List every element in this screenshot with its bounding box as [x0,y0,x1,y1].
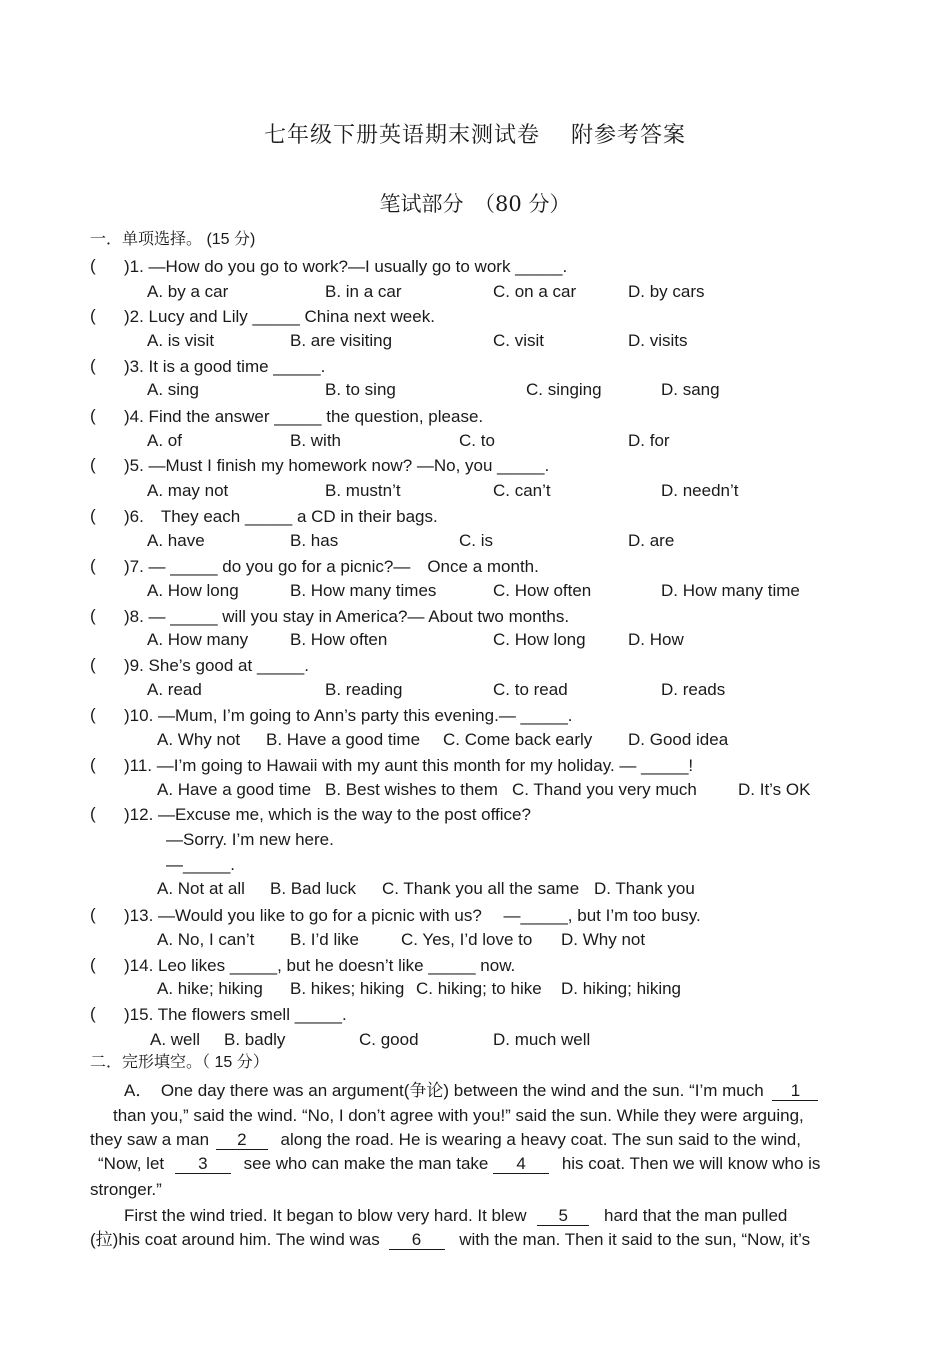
answer-paren: ( [90,804,96,823]
option-c: C. Thank you all the same [382,879,580,898]
option-a: A. No, I can’t [157,930,255,949]
option-a: A. How many [147,630,249,649]
answer-paren: ( [90,256,96,275]
passage-text: “Now, let [98,1154,165,1173]
option-b: B. to sing [325,380,396,399]
passage-line [124,1205,787,1227]
question-stem: )10. —Mum, I’m going to Ann’s party this evening.— _____. [124,706,573,725]
cloze-blank[interactable]: 2 [216,1131,268,1150]
option-a: A. may not [147,481,229,500]
option-c: C. good [359,1030,419,1049]
option-b: B. reading [325,680,403,699]
option-d: D. hiking; hiking [561,979,682,998]
option-d: D. How many time [661,581,800,600]
option-d: D. by cars [628,282,705,301]
option-d: D. reads [661,680,726,699]
option-c: C. How often [493,581,592,600]
passage-text: A． One day there was an argument(争论) between the wind and the sun. “I’m much [124,1081,764,1100]
passage-line: stronger.” [90,1180,162,1199]
option-a: A. by a car [147,282,229,301]
section2-heading: 二．完形填空。（ 15 分） [90,1054,269,1071]
option-c: C. Come back early [443,730,593,749]
option-a: A. of [147,431,182,450]
option-c: C. is [459,531,493,550]
option-a: A. is visit [147,331,215,350]
answer-paren: ( [90,506,96,525]
option-c: C. can’t [493,481,551,500]
passage-line [90,1229,810,1251]
option-a: A. sing [147,380,199,399]
option-a: A. Not at all [157,879,245,898]
question-stem: )2. Lucy and Lily _____ China next week. [124,307,435,326]
option-c: C. to read [493,680,568,699]
passage-text: they saw a man [90,1130,210,1149]
option-c: C. visit [493,331,544,350]
option-c: C. to [459,431,495,450]
cloze-blank[interactable]: 1 [772,1082,818,1101]
passage-text: hard that the man pulled [604,1206,788,1225]
option-b: B. I’d like [290,930,359,949]
passage-text: see who can make the man take [243,1154,489,1173]
passage-line [124,1080,818,1102]
option-b: B. badly [224,1030,286,1049]
option-a: A. How long [147,581,239,600]
question-stem: )15. The flowers smell _____. [124,1005,347,1024]
answer-paren: ( [90,455,96,474]
answer-paren: ( [90,356,96,375]
option-a: A. Have a good time [157,780,312,799]
cloze-blank[interactable]: 3 [175,1155,231,1174]
option-b: B. in a car [325,282,402,301]
option-d: D. It’s OK [738,780,811,799]
option-d: D. How [628,630,684,649]
section1-heading: 一．单项选择。 (15 分) [90,231,256,248]
option-c: C. Yes, I’d love to [401,930,533,949]
question-stem: )5. —Must I finish my homework now? —No, you _____. [124,456,550,475]
option-d: D. visits [628,331,688,350]
question-stem: )9. She’s good at _____. [124,656,309,675]
passage-text: with the man. Then it said to the sun, “Now, it’s [459,1230,811,1249]
answer-paren: ( [90,755,96,774]
answer-paren: ( [90,306,96,325]
cloze-blank[interactable]: 5 [537,1207,589,1226]
option-a: A. well [150,1030,201,1049]
question-stem: )6. They each _____ a CD in their bags. [124,507,438,526]
question-stem: )3. It is a good time _____. [124,357,326,376]
question-stem: )8. — _____ will you stay in America?— About two months. [124,607,570,626]
option-b: B. hikes; hiking [290,979,405,998]
passage-text: (拉)his coat around him. The wind was [90,1230,380,1249]
option-b: B. with [290,431,342,450]
answer-paren: ( [90,905,96,924]
option-b: B. How often [290,630,388,649]
option-a: A. Why not [157,730,241,749]
answer-paren: ( [90,606,96,625]
option-c: C. on a car [493,282,577,301]
option-b: B. Bad luck [270,879,356,898]
answer-paren: ( [90,955,96,974]
option-a: A. hike; hiking [157,979,263,998]
answer-paren: ( [90,655,96,674]
cloze-blank[interactable]: 6 [389,1231,445,1250]
option-d: D. Good idea [628,730,729,749]
cloze-blank[interactable]: 4 [493,1155,549,1174]
option-a: A. have [147,531,205,550]
option-d: D. much well [493,1030,591,1049]
option-b: B. mustn’t [325,481,401,500]
option-b: B. are visiting [290,331,393,350]
passage-text: First the wind tried. It began to blow very hard. It blew [124,1206,527,1225]
question-stem: )13. —Would you like to go for a picnic with us? —_____, but I’m too busy. [124,906,701,925]
option-c: C. singing [526,380,602,399]
passage-line: than you,” said the wind. “No, I don’t agree with you!” said the sun. While they were arguing, [113,1106,804,1125]
option-b: B. Best wishes to them [325,780,498,799]
option-d: D. Why not [561,930,646,949]
question-stem: )11. —I’m going to Hawaii with my aunt this month for my holiday. — _____! [124,756,694,775]
answer-paren: ( [90,556,96,575]
option-c: C. hiking; to hike [416,979,542,998]
dialogue-line: —Sorry. I’m new here. [166,830,334,849]
option-b: B. How many times [290,581,437,600]
option-d: D. Thank you [594,879,695,898]
option-d: D. are [628,531,675,550]
option-a: A. read [147,680,202,699]
option-b: B. Have a good time [266,730,421,749]
passage-line [98,1153,820,1175]
question-stem: )14. Leo likes _____, but he doesn’t like _____ now. [124,956,516,975]
answer-paren: ( [90,1004,96,1023]
passage-text: along the road. He is wearing a heavy coat. The sun said to the wind, [280,1130,801,1149]
answer-paren: ( [90,406,96,425]
question-stem: )7. — _____ do you go for a picnic?— Once a month. [124,557,539,576]
question-stem: )12. —Excuse me, which is the way to the post office? [124,805,531,824]
dialogue-line: —_____. [166,855,235,874]
option-c: C. Thand you very much [512,780,697,799]
passage-text: his coat. Then we will know who is [561,1154,821,1173]
option-b: B. has [290,531,339,550]
section-subtitle: 笔试部分 （80 分） [379,192,571,216]
question-stem: )1. —How do you go to work?—I usually go to work _____. [124,257,568,276]
passage-line [90,1129,801,1151]
option-c: C. How long [493,630,586,649]
option-d: D. sang [661,380,720,399]
answer-paren: ( [90,705,96,724]
option-d: D. for [628,431,670,450]
page-title: 七年级下册英语期末测试卷 附参考答案 [264,123,686,148]
question-stem: )4. Find the answer _____ the question, please. [124,407,484,426]
option-d: D. needn’t [661,481,739,500]
